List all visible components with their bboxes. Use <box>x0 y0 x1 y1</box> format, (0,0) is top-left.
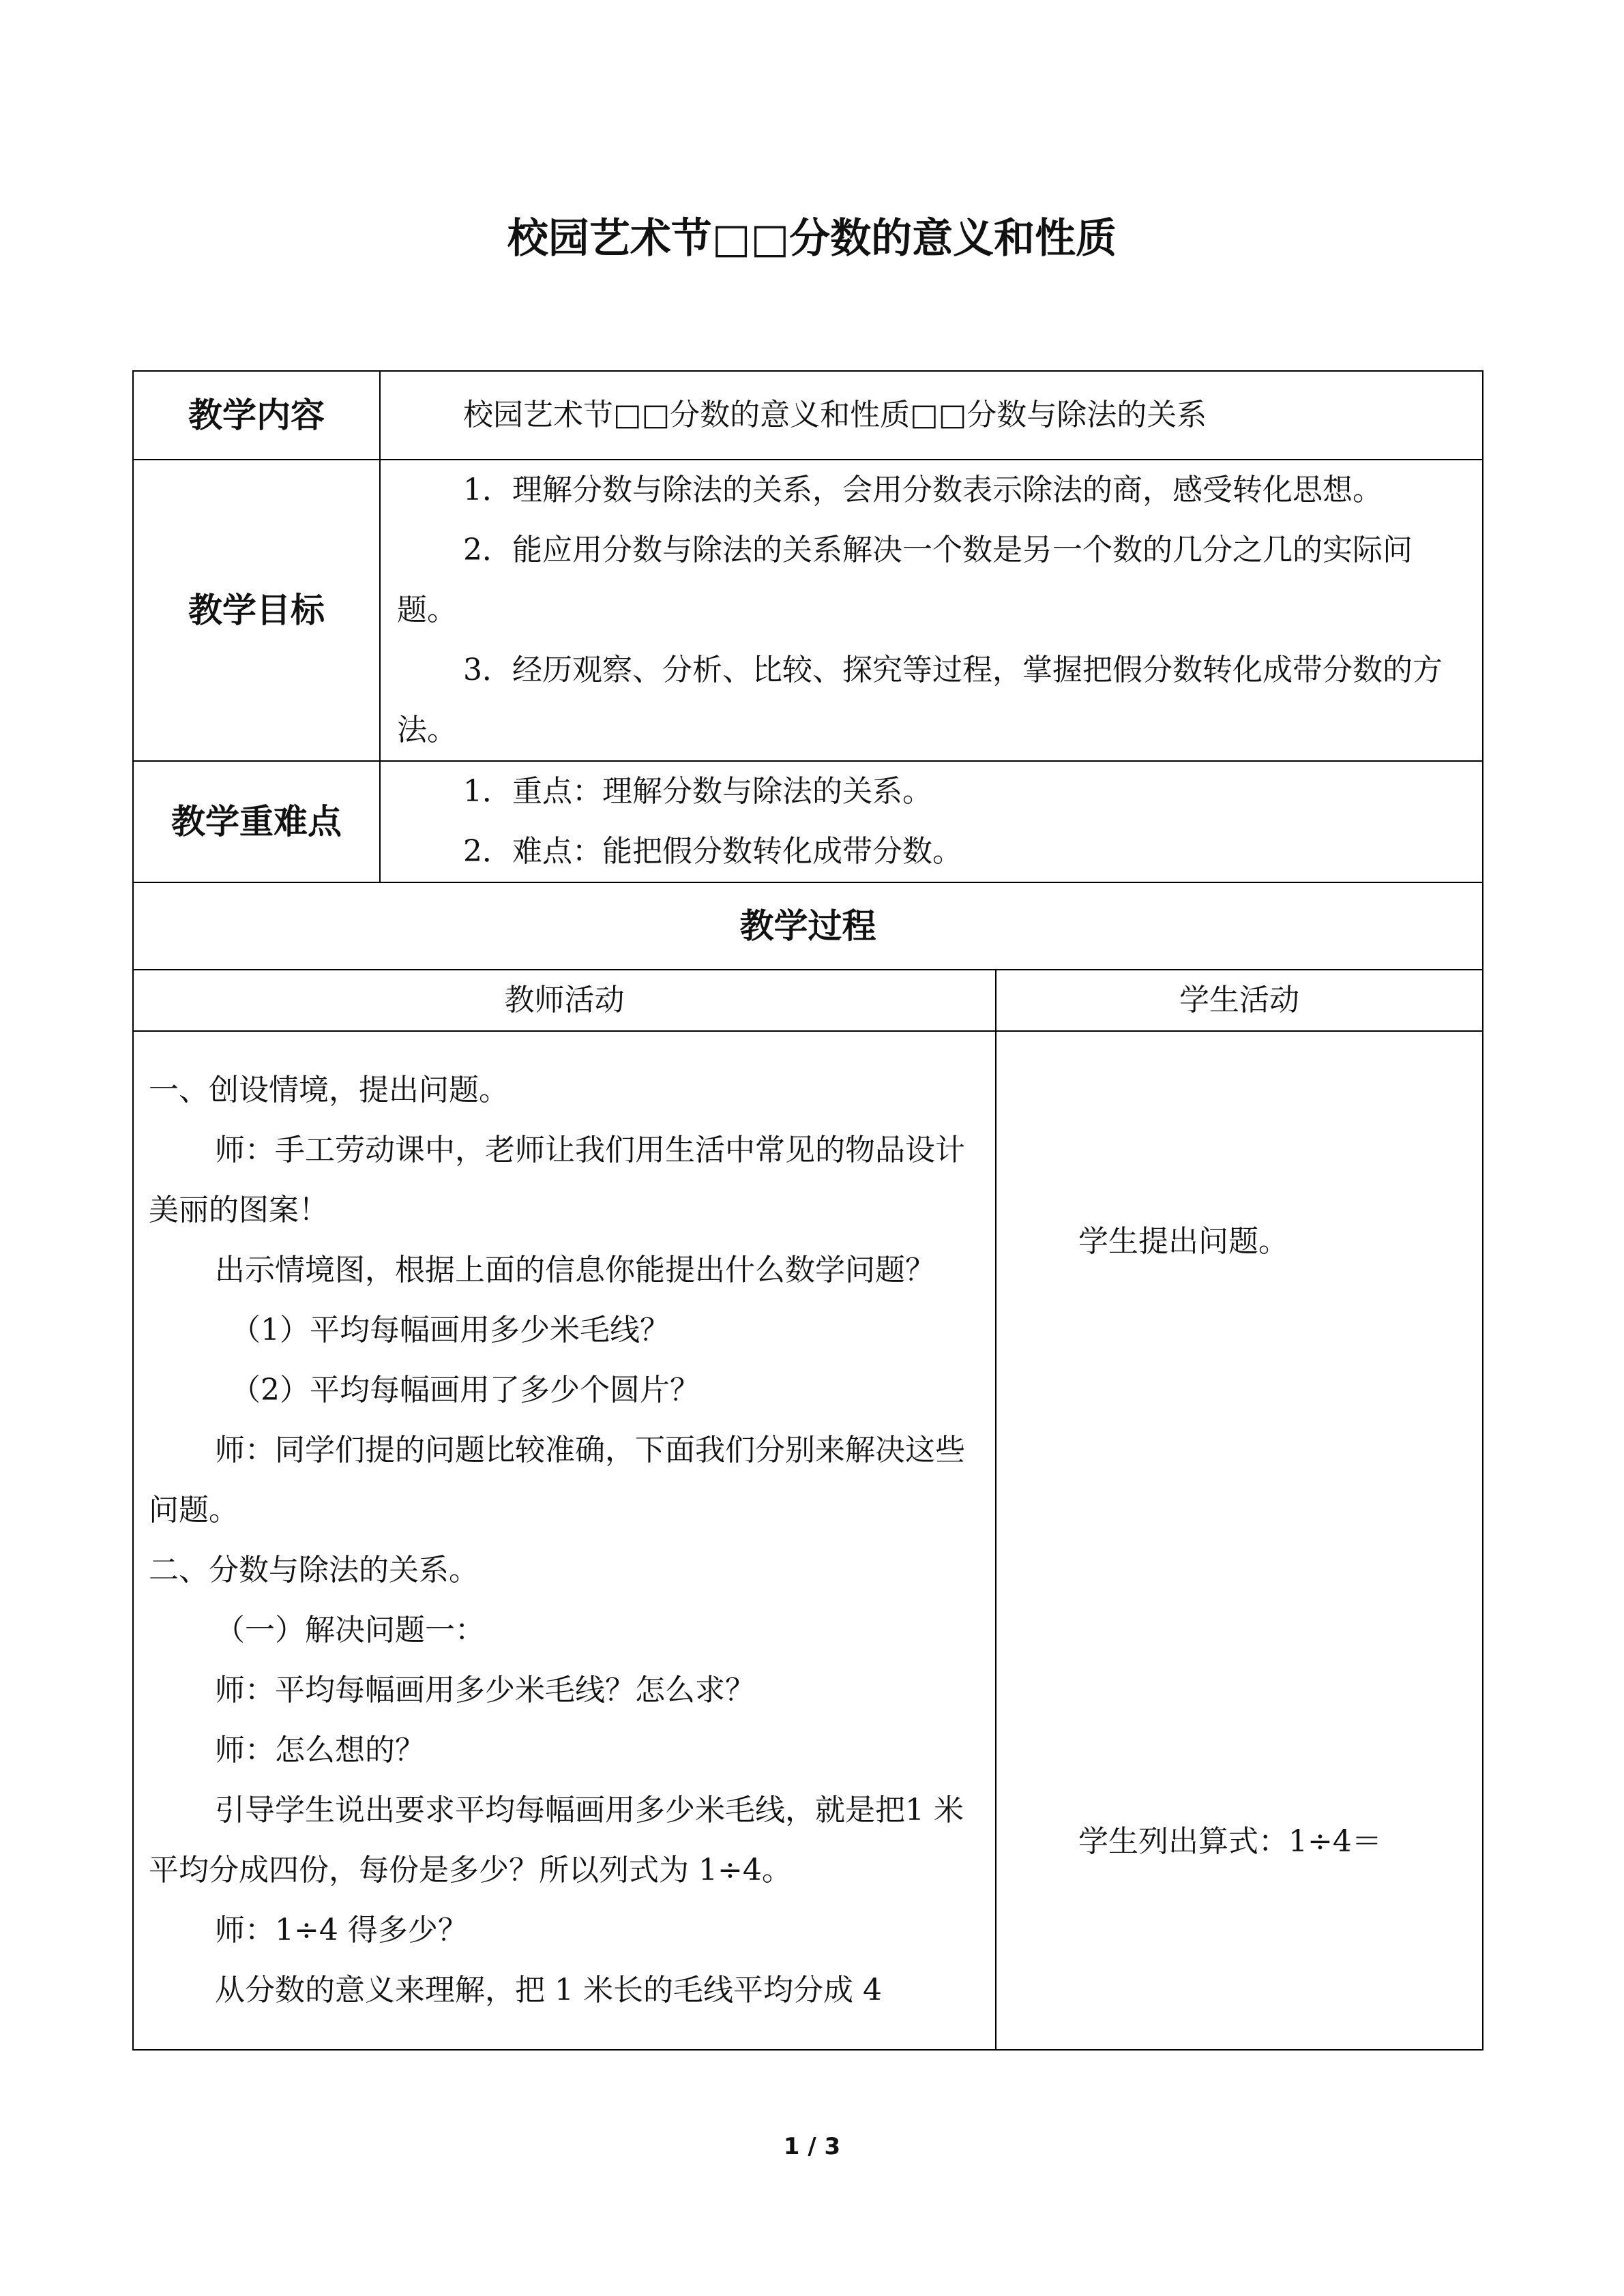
teacher-line: 一、创设情境，提出问题。 <box>149 1073 509 1107</box>
teacher-line: 引导学生说出要求平均每幅画用多少米毛线，就是把1 米平均分成四份，每份是多少？所以列式为 1÷4。 <box>149 1793 964 1888</box>
key-points-label: 教学重难点 <box>133 761 380 882</box>
teacher-line: 师：怎么想的？ <box>215 1733 425 1768</box>
teacher-line: 二、分数与除法的关系。 <box>149 1553 479 1587</box>
objectives-value <box>380 460 1483 761</box>
page-number: 1 / 3 <box>783 2133 841 2160</box>
objective-item: 3．经历观察、分析、比较、探究等过程，掌握把假分数转化成带分数的方法。 <box>397 653 1443 747</box>
teacher-line: （一）解决问题一： <box>215 1613 485 1648</box>
teacher-line: （1）平均每幅画用多少米毛线？ <box>231 1313 670 1347</box>
content-label: 教学内容 <box>133 371 380 460</box>
key-points-value <box>380 761 1483 882</box>
teacher-line: 师：同学们提的问题比较准确，下面我们分别来解决这些问题。 <box>149 1433 965 1527</box>
content-text: 校园艺术节□□分数的意义和性质□□分数与除法的关系 <box>463 398 1207 432</box>
process-heading: 教学过程 <box>133 882 1483 970</box>
row-process-body <box>133 1031 1483 2050</box>
row-process-heading <box>133 882 1483 970</box>
student-line: 学生提出问题。 <box>1078 1224 1288 1259</box>
teacher-line: 师：1÷4 得多少？ <box>215 1913 468 1948</box>
teacher-line: 从分数的意义来理解，把 1 米长的毛线平均分成 4 <box>215 1973 882 2008</box>
teacher-line: 师：平均每幅画用多少米毛线？怎么求？ <box>215 1673 755 1708</box>
teacher-activity-header: 教师活动 <box>133 970 996 1031</box>
row-column-headers <box>133 970 1483 1031</box>
teacher-line: 出示情境图，根据上面的信息你能提出什么数学问题？ <box>215 1253 935 1287</box>
lesson-plan-table <box>132 370 1483 2051</box>
key-point-item: 2．难点：能把假分数转化成带分数。 <box>463 834 962 869</box>
row-key-points <box>133 761 1483 882</box>
content-value <box>380 371 1483 460</box>
key-point-item: 1．重点：理解分数与除法的关系。 <box>463 774 932 809</box>
student-line: 学生列出算式：1÷4＝ <box>1078 1824 1382 1859</box>
student-activity-header: 学生活动 <box>996 970 1483 1031</box>
row-content <box>133 371 1483 460</box>
row-objectives <box>133 460 1483 761</box>
teacher-activity-cell <box>133 1031 996 2050</box>
teacher-line: （2）平均每幅画用了多少个圆片？ <box>231 1373 700 1407</box>
objective-item: 1．理解分数与除法的关系，会用分数表示除法的商，感受转化思想。 <box>463 473 1383 507</box>
teacher-line: 师：手工劳动课中，老师让我们用生活中常见的物品设计美丽的图案！ <box>149 1133 965 1227</box>
student-activity-cell <box>996 1031 1483 2050</box>
objective-item: 2．能应用分数与除法的关系解决一个数是另一个数的几分之几的实际问题。 <box>397 533 1413 627</box>
objectives-label: 教学目标 <box>133 460 380 761</box>
page-title: 校园艺术节□□分数的意义和性质 <box>507 215 1117 263</box>
